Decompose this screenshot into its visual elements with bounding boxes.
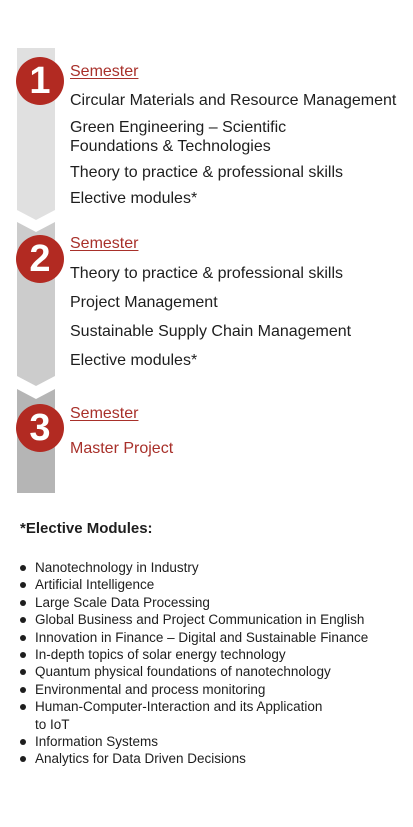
semester-1-module: Theory to practice & professional skills [70,164,343,181]
semester-3-module: Master Project [70,440,174,457]
semester-3-badge [16,404,64,452]
elective-item: Nanotechnology in Industry [20,559,368,576]
elective-item: Innovation in Finance – Digital and Sustainable Finance [20,629,368,646]
elective-item: Quantum physical foundations of nanotechnology [20,663,368,680]
semester-3-number: 3 [29,407,51,449]
semester-2-module: Theory to practice & professional skills [70,265,343,282]
semester-2-badge [16,235,64,283]
elective-modules-list [20,559,368,768]
elective-item: Analytics for Data Driven Decisions [20,750,368,767]
elective-item: Large Scale Data Processing [20,594,368,611]
semester-3-title[interactable]: Semester [70,405,139,422]
elective-item: In-depth topics of solar energy technology [20,646,368,663]
semester-1-module: Green Engineering – Scientific [70,119,287,136]
elective-item-continuation: to IoT [35,716,70,732]
semester-1-module: Circular Materials and Resource Management [70,92,397,109]
semester-2-module: Elective modules* [70,352,198,369]
semester-1-module: Foundations & Technologies [70,138,271,155]
semester-1-title[interactable]: Semester [70,63,139,80]
semester-2-number: 2 [29,238,51,280]
elective-item: Artificial Intelligence [20,576,368,593]
elective-item: Global Business and Project Communication in English [20,611,368,628]
elective-item: Information Systems [20,733,368,750]
semester-1-number: 1 [29,60,51,102]
elective-item: Human-Computer-Interaction and its Application [20,698,368,715]
semester-2-title[interactable]: Semester [70,235,139,252]
semester-2-module: Sustainable Supply Chain Management [70,323,352,340]
elective-item: Environmental and process monitoring [20,681,368,698]
semester-1-badge [16,57,64,105]
elective-modules-heading: *Elective Modules: [20,520,153,537]
semester-2-module: Project Management [70,294,218,311]
semester-1-module: Elective modules* [70,190,198,207]
